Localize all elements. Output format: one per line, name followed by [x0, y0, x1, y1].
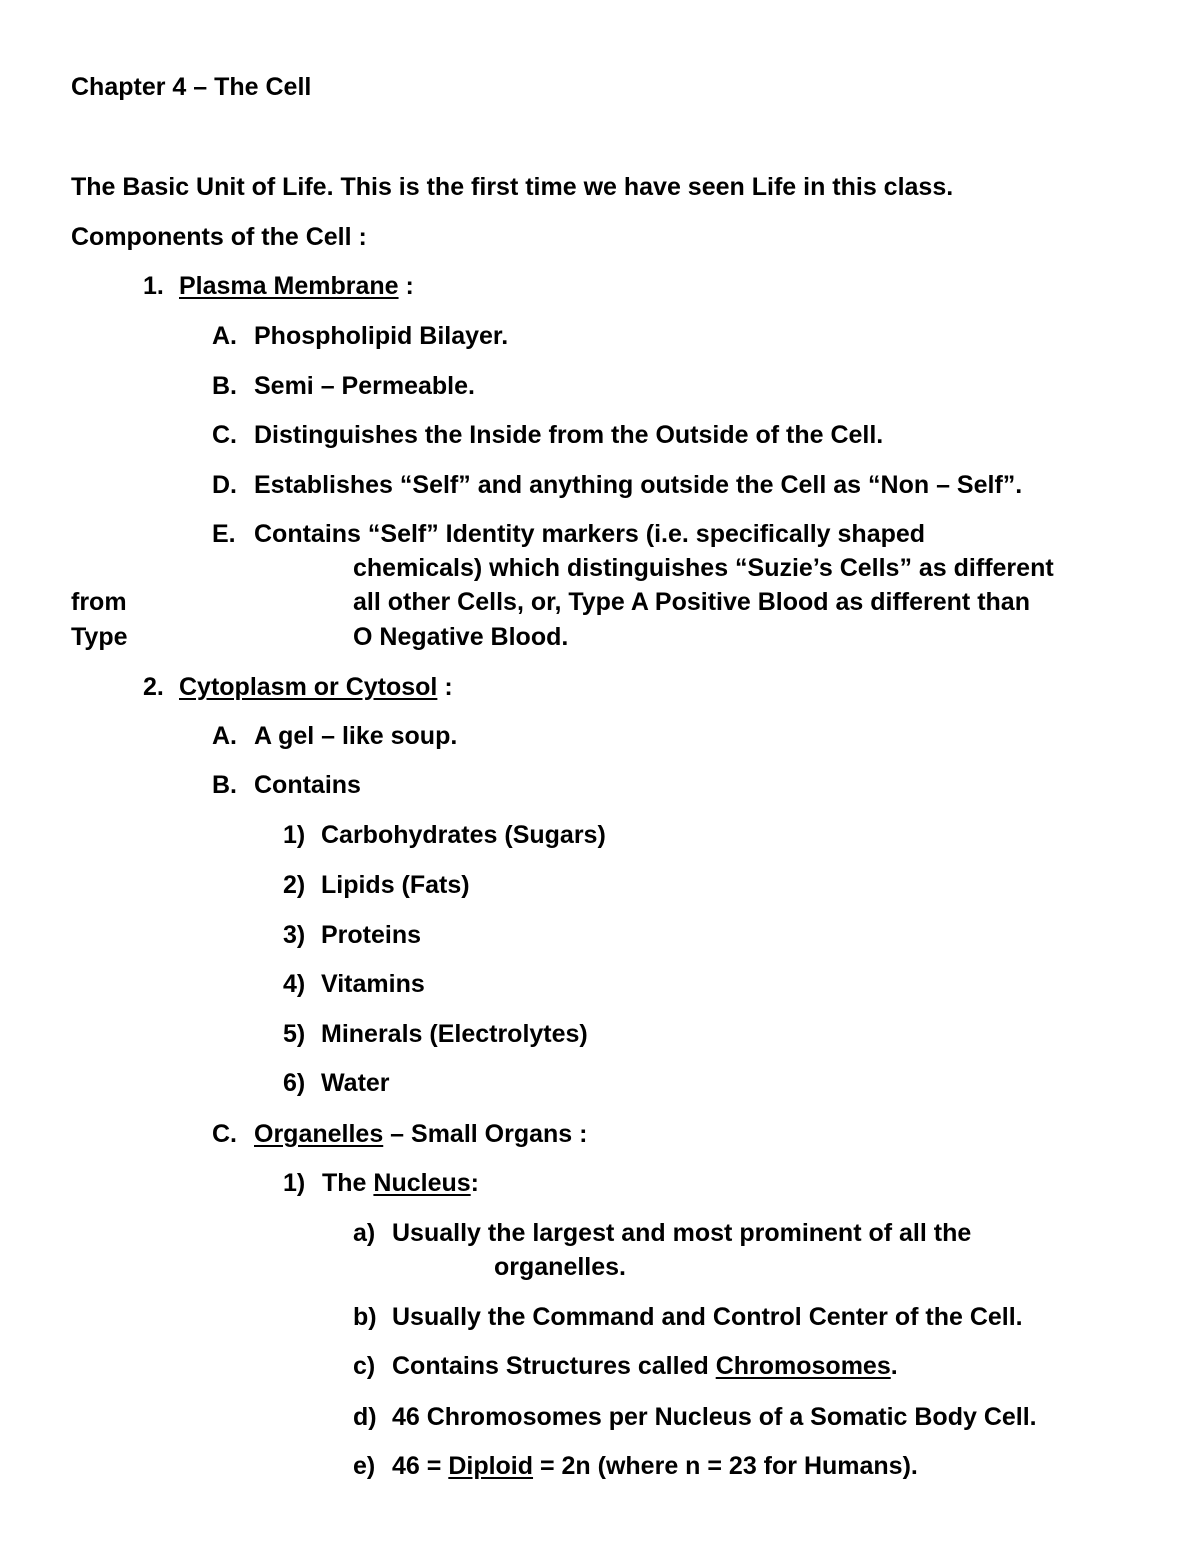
nucleus-term: Nucleus: [373, 1169, 471, 1197]
nucleus-e-pre: 46 =: [392, 1452, 449, 1480]
page-title: Chapter 4 – The Cell: [71, 73, 312, 101]
s1-item-e-line1: Contains “Self” Identity markers (i.e. specifically shaped: [254, 520, 926, 548]
nucleus-c-post: .: [890, 1352, 898, 1380]
nucleus-b-marker: b): [353, 1303, 377, 1331]
s1-item-c-marker: C.: [212, 421, 237, 449]
s1-item-e-marker: E.: [212, 520, 236, 548]
components-heading: Components of the Cell :: [71, 223, 367, 251]
s1-item-e-line4: O Negative Blood.: [353, 623, 569, 651]
s1-item-a: Phospholipid Bilayer.: [254, 322, 509, 350]
section1-title: Plasma Membrane: [179, 272, 399, 300]
intro-text: The Basic Unit of Life. This is the first time we have seen Life in this class.: [71, 173, 954, 201]
s1-item-e-line4-left: Type: [71, 623, 128, 651]
section2-title: Cytoplasm or Cytosol: [179, 673, 438, 701]
section1-heading: [179, 271, 414, 301]
contains-item: Water: [321, 1069, 390, 1097]
nucleus-d: 46 Chromosomes per Nucleus of a Somatic Body Cell.: [392, 1403, 1037, 1431]
s2-item-c-marker: C.: [212, 1120, 237, 1148]
nucleus-marker: 1): [283, 1169, 306, 1197]
section2-marker: 2.: [143, 673, 164, 701]
nucleus-a-marker: a): [353, 1219, 376, 1247]
s2-item-b-marker: B.: [212, 771, 237, 799]
nucleus-d-marker: d): [353, 1403, 377, 1431]
s1-item-b-marker: B.: [212, 372, 237, 400]
s2-item-c: [254, 1119, 587, 1149]
nucleus-e-marker: e): [353, 1452, 376, 1480]
section1-colon: :: [398, 272, 414, 300]
diploid-term: Diploid: [448, 1452, 534, 1480]
s1-item-b: Semi – Permeable.: [254, 372, 475, 400]
contains-item-marker: 4): [283, 970, 306, 998]
nucleus-a-line2: organelles.: [494, 1253, 626, 1281]
contains-item: Lipids (Fats): [321, 871, 470, 899]
s1-item-d: Establishes “Self” and anything outside the Cell as “Non – Self”.: [254, 471, 1023, 499]
contains-item-marker: 2): [283, 871, 306, 899]
s1-item-e-line2: chemicals) which distinguishes “Suzie’s Cells” as different: [353, 554, 1054, 582]
nucleus-c: [392, 1351, 898, 1381]
contains-item: Proteins: [321, 921, 422, 949]
contains-item-marker: 1): [283, 821, 306, 849]
organelles-rest: – Small Organs :: [383, 1120, 588, 1148]
s1-item-d-marker: D.: [212, 471, 237, 499]
nucleus-e-post: = 2n (where n = 23 for Humans).: [533, 1452, 918, 1480]
s2-item-b: Contains: [254, 771, 361, 799]
contains-item: Vitamins: [321, 970, 425, 998]
nucleus-b: Usually the Command and Control Center of the Cell.: [392, 1303, 1023, 1331]
nucleus-heading: [322, 1168, 479, 1198]
s1-item-e-line3-left: from: [71, 588, 127, 616]
nucleus-c-pre: Contains Structures called: [392, 1352, 716, 1380]
nucleus-a-line1: Usually the largest and most prominent of all the: [392, 1219, 972, 1247]
nucleus-pre: The: [322, 1169, 374, 1197]
section2-heading: [179, 672, 453, 702]
chromosomes-term: Chromosomes: [715, 1352, 891, 1380]
contains-item-marker: 3): [283, 921, 306, 949]
organelles-term: Organelles: [254, 1120, 384, 1148]
section1-marker: 1.: [143, 272, 164, 300]
section2-colon: :: [437, 673, 453, 701]
contains-item-marker: 5): [283, 1020, 306, 1048]
s2-item-a-marker: A.: [212, 722, 237, 750]
s1-item-c: Distinguishes the Inside from the Outside of the Cell.: [254, 421, 884, 449]
nucleus-e: [392, 1451, 918, 1481]
contains-item: Minerals (Electrolytes): [321, 1020, 588, 1048]
s1-item-a-marker: A.: [212, 322, 237, 350]
nucleus-post: :: [470, 1169, 479, 1197]
s2-item-a: A gel – like soup.: [254, 722, 458, 750]
nucleus-c-marker: c): [353, 1352, 376, 1380]
contains-item: Carbohydrates (Sugars): [321, 821, 606, 849]
s1-item-e-line3: all other Cells, or, Type A Positive Blood as different than: [353, 588, 1030, 616]
contains-item-marker: 6): [283, 1069, 306, 1097]
